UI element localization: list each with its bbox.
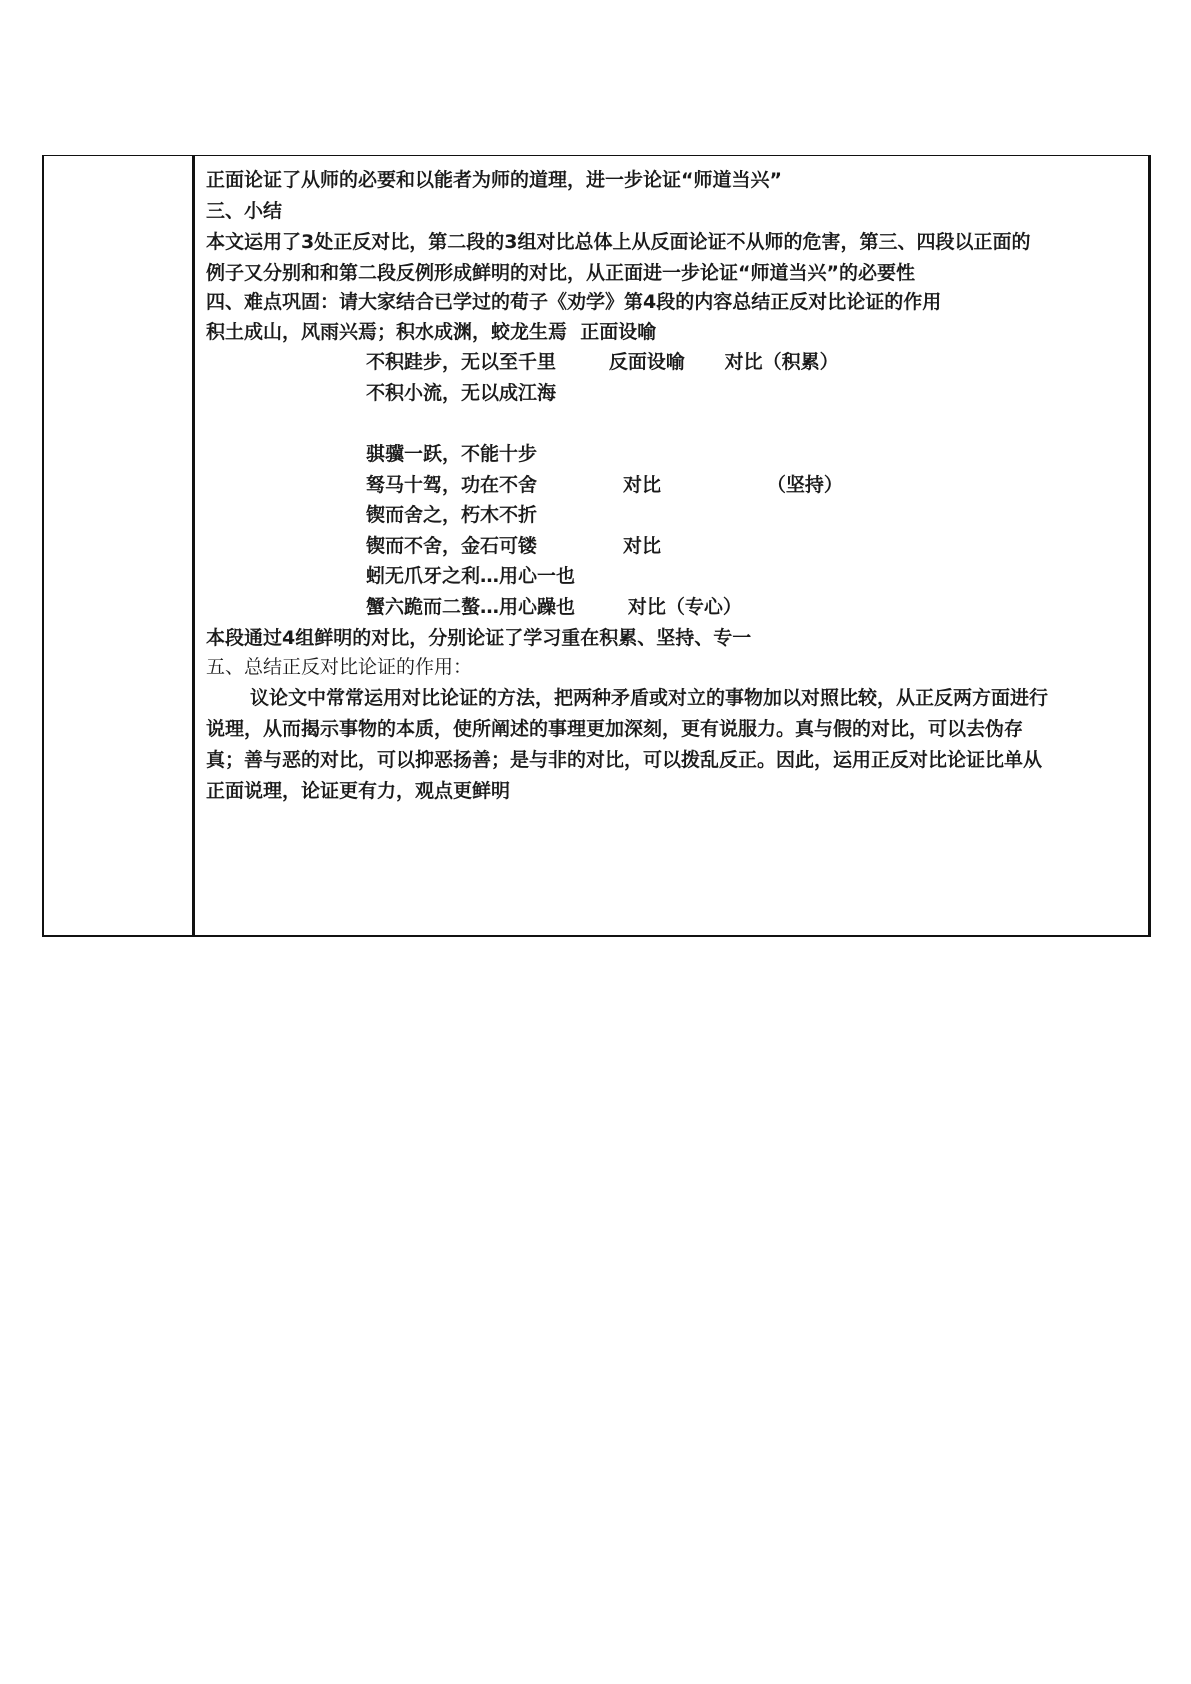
text-line: 不积跬步，无以至千里 反面设喻 对比（积累） — [366, 351, 839, 373]
paragraph-line: 正面说理，论证更有力，观点更鲜明 — [206, 780, 511, 802]
text-line: 本文运用了3处正反对比，第二段的3组对比总体上从反面论证不从师的危害，第三、四段以正面的 — [206, 231, 1031, 253]
text-line: 驽马十驾，功在不舍 对比 （坚持） — [366, 474, 843, 496]
text-line: 锲而舍之，朽木不折 — [366, 504, 538, 526]
paragraph-line: 议论文中常常运用对比论证的方法，把两种矛盾或对立的事物加以对照比较，从正反两方面进行 — [250, 687, 1049, 709]
paragraph-line: 真；善与恶的对比，可以抑恶扬善；是与非的对比，可以拨乱反正。因此，运用正反对比论证比单从 — [206, 749, 1043, 771]
text-line: 蚓无爪牙之利…用心一也 — [366, 565, 576, 587]
text-line: 例子又分别和和第二段反例形成鲜明的对比，从正面进一步论证“师道当兴”的必要性 — [206, 262, 915, 284]
text-line: 积土成山，风雨兴焉；积水成渊，蛟龙生焉 正面设喻 — [206, 321, 657, 343]
section-heading-summary: 三、小结 — [206, 200, 283, 222]
text-line: 骐骥一跃，不能十步 — [366, 443, 538, 465]
text-line: 本段通过4组鲜明的对比，分别论证了学习重在积累、坚持、专一 — [206, 627, 752, 649]
section-heading-conclusion: 五、总结正反对比论证的作用： — [206, 656, 473, 678]
paragraph-line: 说理，从而揭示事物的本质，使所阐述的事理更加深刻，更有说服力。真与假的对比，可以去伪存 — [206, 718, 1024, 740]
text-line: 正面论证了从师的必要和以能者为师的道理，进一步论证“师道当兴” — [206, 169, 782, 191]
text-line: 蟹六跪而二螯…用心躁也 对比（专心） — [366, 596, 742, 618]
text-line: 不积小流，无以成江海 — [366, 382, 557, 404]
lesson-table — [42, 155, 1151, 937]
column-divider — [192, 156, 195, 935]
text-line: 锲而不舍，金石可镂 对比 — [366, 535, 661, 557]
section-heading-difficulty: 四、难点巩固：请大家结合已学过的荀子《劝学》第4段的内容总结正反对比论证的作用 — [206, 291, 942, 313]
